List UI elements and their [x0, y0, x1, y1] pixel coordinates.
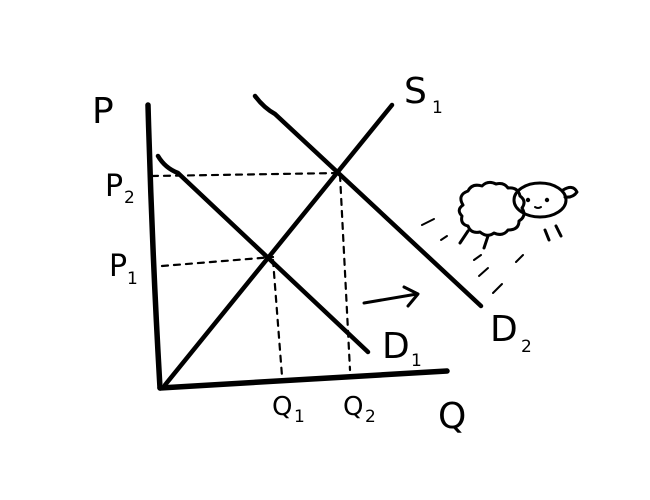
q2-sub: 2	[365, 407, 376, 427]
guide-lines	[152, 173, 350, 376]
d2-main: D	[490, 309, 518, 350]
price-label-p2	[105, 169, 135, 208]
x-axis	[160, 371, 447, 388]
p1-guide	[162, 257, 273, 266]
sheep-icon	[422, 182, 577, 293]
quantity-label-q1	[272, 392, 305, 427]
q2-guide	[340, 175, 350, 370]
y-axis	[148, 105, 160, 388]
q1-guide	[273, 260, 282, 376]
d1-main: D	[382, 326, 410, 367]
q1-sub: 1	[294, 407, 305, 427]
p2-main: P	[105, 169, 124, 204]
s-sub: 1	[432, 98, 443, 118]
supply-label	[404, 71, 443, 118]
p1-main: P	[109, 249, 128, 284]
y-axis-label: P	[92, 91, 114, 132]
quantity-label-q2	[343, 392, 376, 427]
x-axis-label: Q	[438, 396, 467, 437]
q1-main: Q	[272, 392, 293, 422]
demand-curve-d1	[158, 156, 368, 352]
d2-sub: 2	[521, 337, 532, 357]
s-main: S	[404, 71, 427, 112]
demand-d1-label	[382, 326, 422, 371]
p2-sub: 2	[124, 188, 135, 208]
shift-arrow-icon	[364, 287, 418, 306]
price-label-p1	[109, 249, 138, 289]
d1-sub: 1	[411, 351, 422, 371]
p1-sub: 1	[127, 269, 138, 289]
demand-d2-label	[490, 309, 532, 357]
q2-main: Q	[343, 392, 364, 422]
